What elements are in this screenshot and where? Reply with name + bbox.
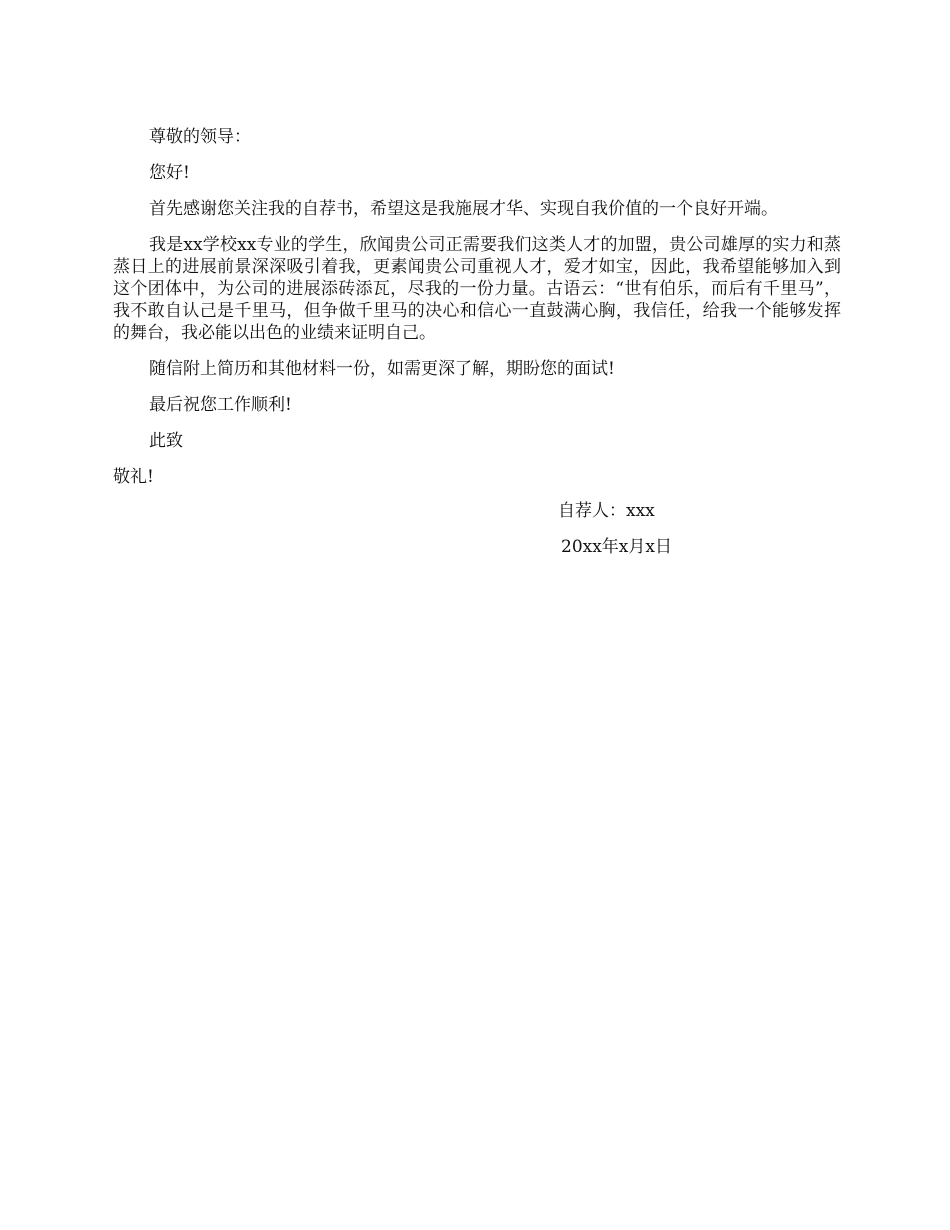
paragraph-main: 我是xx学校xx专业的学生，欣闻贵公司正需要我们这类人才的加盟，贵公司雄厚的实力和蒸蒸日上的进展前景深深吸引着我，更素闻贵公司重视人才，爱才如宝，因此，我希望能够加入到这个团体中，为公司的进展添砖添瓦，尽我的一份力量。古语云：“世有伯乐，而后有千里马”，我不敢自认己是千里马，但争做千里马的决心和信心一直鼓满心胸，我信任，给我一个能够发挥的舞台，我必能以出色的业绩来证明自己。: [113, 235, 841, 343]
date: 20xx年x月x日: [561, 537, 672, 557]
salutation: 尊敬的领导：: [149, 127, 251, 147]
greeting: 您好!: [149, 163, 190, 183]
paragraph-attachment: 随信附上简历和其他材料一份，如需更深了解，期盼您的面试!: [149, 359, 615, 379]
letter-body: [113, 126, 841, 502]
regards: 敬礼!: [113, 467, 154, 487]
paragraph-intro: 首先感谢您关注我的自荐书，希望这是我施展才华、实现自我价值的一个良好开端。: [149, 199, 778, 219]
signature-block: [558, 500, 672, 572]
signer: 自荐人：xxx: [558, 501, 655, 521]
paragraph-wishes: 最后祝您工作顺利!: [149, 395, 292, 415]
closing: 此致: [149, 431, 183, 451]
